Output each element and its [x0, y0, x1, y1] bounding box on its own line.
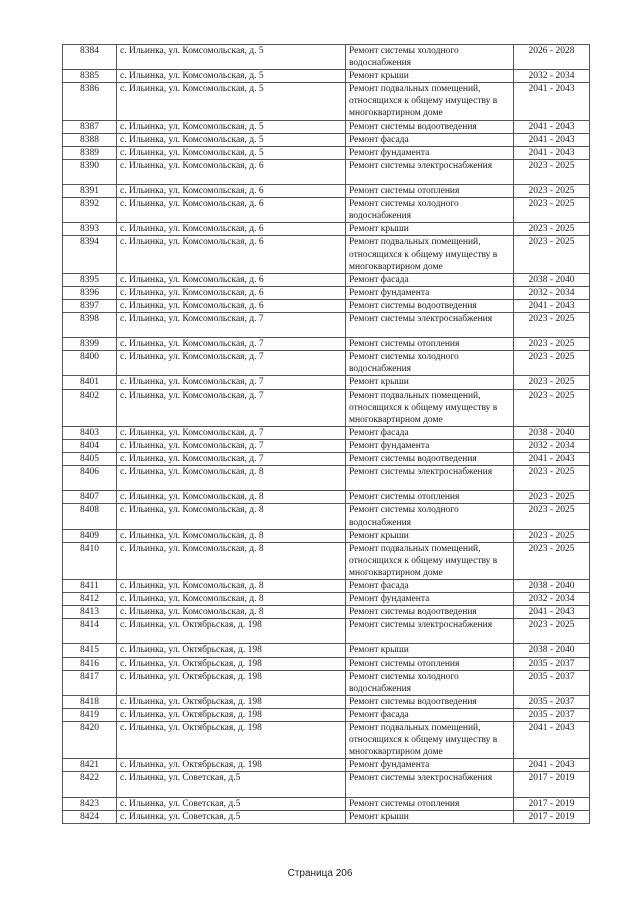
table-row [63, 759, 590, 772]
work-type-cell: Ремонт системы холодного водоснабжения [346, 45, 514, 70]
page-number: Страница 206 [287, 868, 353, 879]
row-number-cell: 8407 [63, 491, 117, 504]
table-row [63, 810, 590, 823]
table-row [63, 644, 590, 657]
period-cell: 2023 - 2025 [514, 223, 590, 236]
row-number-cell: 8384 [63, 45, 117, 70]
address-cell: с. Ильинка, ул. Комсомольская, д. 6 [117, 286, 346, 299]
address-cell: с. Ильинка, ул. Октябрьская, д. 198 [117, 759, 346, 772]
row-number-cell: 8399 [63, 338, 117, 351]
period-cell: 2023 - 2025 [514, 236, 590, 273]
row-number-cell: 8393 [63, 223, 117, 236]
period-cell: 2035 - 2037 [514, 708, 590, 721]
address-cell: с. Ильинка, ул. Комсомольская, д. 6 [117, 273, 346, 286]
work-type-cell: Ремонт системы отопления [346, 338, 514, 351]
table-row [63, 772, 590, 797]
work-type-cell: Ремонт фасада [346, 426, 514, 439]
period-cell: 2035 - 2037 [514, 695, 590, 708]
address-cell: с. Ильинка, ул. Комсомольская, д. 6 [117, 236, 346, 273]
table-row [63, 593, 590, 606]
work-type-cell: Ремонт системы электроснабжения [346, 772, 514, 797]
work-type-cell: Ремонт системы холодного водоснабжения [346, 504, 514, 529]
address-cell: с. Ильинка, ул. Комсомольская, д. 8 [117, 504, 346, 529]
work-type-cell: Ремонт крыши [346, 810, 514, 823]
work-type-cell: Ремонт крыши [346, 644, 514, 657]
work-type-cell: Ремонт крыши [346, 376, 514, 389]
row-number-cell: 8414 [63, 619, 117, 644]
period-cell: 2041 - 2043 [514, 83, 590, 120]
address-cell: с. Ильинка, ул. Комсомольская, д. 6 [117, 159, 346, 184]
row-number-cell: 8395 [63, 273, 117, 286]
row-number-cell: 8424 [63, 810, 117, 823]
address-cell: с. Ильинка, ул. Комсомольская, д. 8 [117, 466, 346, 491]
work-type-cell: Ремонт системы холодного водоснабжения [346, 198, 514, 223]
address-cell: с. Ильинка, ул. Комсомольская, д. 6 [117, 223, 346, 236]
period-cell: 2041 - 2043 [514, 722, 590, 759]
table-row [63, 426, 590, 439]
row-number-cell: 8415 [63, 644, 117, 657]
work-type-cell: Ремонт системы отопления [346, 491, 514, 504]
table-row [63, 389, 590, 426]
table-row [63, 657, 590, 670]
work-type-cell: Ремонт системы водоотведения [346, 299, 514, 312]
row-number-cell: 8394 [63, 236, 117, 273]
work-type-cell: Ремонт фундамента [346, 439, 514, 452]
work-type-cell: Ремонт фасада [346, 273, 514, 286]
table-row [63, 708, 590, 721]
address-cell: с. Ильинка, ул. Комсомольская, д. 7 [117, 389, 346, 426]
period-cell: 2023 - 2025 [514, 313, 590, 338]
work-type-cell: Ремонт системы водоотведения [346, 120, 514, 133]
row-number-cell: 8404 [63, 439, 117, 452]
work-type-cell: Ремонт фундамента [346, 146, 514, 159]
table-row [63, 504, 590, 529]
row-number-cell: 8391 [63, 185, 117, 198]
work-type-cell: Ремонт фасада [346, 708, 514, 721]
address-cell: с. Ильинка, ул. Комсомольская, д. 8 [117, 529, 346, 542]
work-type-cell: Ремонт фундамента [346, 593, 514, 606]
period-cell: 2023 - 2025 [514, 159, 590, 184]
table-row [63, 466, 590, 491]
period-cell: 2023 - 2025 [514, 338, 590, 351]
work-type-cell: Ремонт системы холодного водоснабжения [346, 351, 514, 376]
row-number-cell: 8389 [63, 146, 117, 159]
period-cell: 2032 - 2034 [514, 286, 590, 299]
period-cell: 2023 - 2025 [514, 376, 590, 389]
period-cell: 2017 - 2019 [514, 810, 590, 823]
row-number-cell: 8422 [63, 772, 117, 797]
work-type-cell: Ремонт крыши [346, 70, 514, 83]
period-cell: 2032 - 2034 [514, 439, 590, 452]
period-cell: 2023 - 2025 [514, 491, 590, 504]
address-cell: с. Ильинка, ул. Комсомольская, д. 5 [117, 83, 346, 120]
work-type-cell: Ремонт фасада [346, 133, 514, 146]
address-cell: с. Ильинка, ул. Комсомольская, д. 6 [117, 185, 346, 198]
table-row [63, 299, 590, 312]
row-number-cell: 8409 [63, 529, 117, 542]
work-type-cell: Ремонт подвальных помещений, относящихся к общему имуществу в многоквартирном доме [346, 236, 514, 273]
row-number-cell: 8420 [63, 722, 117, 759]
row-number-cell: 8397 [63, 299, 117, 312]
row-number-cell: 8423 [63, 797, 117, 810]
table-row [63, 695, 590, 708]
row-number-cell: 8418 [63, 695, 117, 708]
work-type-cell: Ремонт подвальных помещений, относящихся к общему имуществу в многоквартирном доме [346, 389, 514, 426]
period-cell: 2038 - 2040 [514, 644, 590, 657]
table-row [63, 286, 590, 299]
address-cell: с. Ильинка, ул. Советская, д.5 [117, 810, 346, 823]
address-cell: с. Ильинка, ул. Октябрьская, д. 198 [117, 670, 346, 695]
row-number-cell: 8401 [63, 376, 117, 389]
repair-schedule-table [62, 44, 590, 824]
row-number-cell: 8388 [63, 133, 117, 146]
address-cell: с. Ильинка, ул. Комсомольская, д. 7 [117, 453, 346, 466]
address-cell: с. Ильинка, ул. Комсомольская, д. 5 [117, 146, 346, 159]
address-cell: с. Ильинка, ул. Комсомольская, д. 5 [117, 45, 346, 70]
address-cell: с. Ильинка, ул. Комсомольская, д. 7 [117, 376, 346, 389]
work-type-cell: Ремонт системы электроснабжения [346, 159, 514, 184]
row-number-cell: 8405 [63, 453, 117, 466]
table-row [63, 529, 590, 542]
address-cell: с. Ильинка, ул. Комсомольская, д. 6 [117, 299, 346, 312]
table-row [63, 223, 590, 236]
table-row [63, 273, 590, 286]
work-type-cell: Ремонт системы отопления [346, 657, 514, 670]
address-cell: с. Ильинка, ул. Октябрьская, д. 198 [117, 695, 346, 708]
table-row [63, 236, 590, 273]
row-number-cell: 8417 [63, 670, 117, 695]
row-number-cell: 8411 [63, 580, 117, 593]
period-cell: 2041 - 2043 [514, 759, 590, 772]
row-number-cell: 8421 [63, 759, 117, 772]
row-number-cell: 8398 [63, 313, 117, 338]
work-type-cell: Ремонт системы холодного водоснабжения [346, 670, 514, 695]
table-row [63, 120, 590, 133]
period-cell: 2023 - 2025 [514, 529, 590, 542]
work-type-cell: Ремонт системы водоотведения [346, 695, 514, 708]
work-type-cell: Ремонт системы электроснабжения [346, 466, 514, 491]
period-cell: 2017 - 2019 [514, 772, 590, 797]
period-cell: 2032 - 2034 [514, 70, 590, 83]
period-cell: 2023 - 2025 [514, 351, 590, 376]
table-row [63, 439, 590, 452]
table-row [63, 491, 590, 504]
table-row [63, 542, 590, 579]
table-row [63, 198, 590, 223]
table-row [63, 313, 590, 338]
table-row [63, 159, 590, 184]
row-number-cell: 8386 [63, 83, 117, 120]
address-cell: с. Ильинка, ул. Октябрьская, д. 198 [117, 644, 346, 657]
row-number-cell: 8406 [63, 466, 117, 491]
work-type-cell: Ремонт системы электроснабжения [346, 619, 514, 644]
period-cell: 2023 - 2025 [514, 542, 590, 579]
work-type-cell: Ремонт системы электроснабжения [346, 313, 514, 338]
period-cell: 2023 - 2025 [514, 466, 590, 491]
address-cell: с. Ильинка, ул. Октябрьская, д. 198 [117, 619, 346, 644]
address-cell: с. Ильинка, ул. Комсомольская, д. 7 [117, 439, 346, 452]
table-body [63, 45, 590, 824]
row-number-cell: 8387 [63, 120, 117, 133]
table-row [63, 185, 590, 198]
work-type-cell: Ремонт подвальных помещений, относящихся к общему имуществу в многоквартирном доме [346, 542, 514, 579]
row-number-cell: 8392 [63, 198, 117, 223]
period-cell: 2023 - 2025 [514, 504, 590, 529]
period-cell: 2041 - 2043 [514, 606, 590, 619]
row-number-cell: 8413 [63, 606, 117, 619]
table-row [63, 376, 590, 389]
row-number-cell: 8390 [63, 159, 117, 184]
table-row [63, 453, 590, 466]
work-type-cell: Ремонт крыши [346, 529, 514, 542]
table-row [63, 45, 590, 70]
period-cell: 2041 - 2043 [514, 453, 590, 466]
address-cell: с. Ильинка, ул. Советская, д.5 [117, 797, 346, 810]
period-cell: 2041 - 2043 [514, 146, 590, 159]
address-cell: с. Ильинка, ул. Комсомольская, д. 5 [117, 133, 346, 146]
address-cell: с. Ильинка, ул. Комсомольская, д. 8 [117, 542, 346, 579]
period-cell: 2038 - 2040 [514, 580, 590, 593]
period-cell: 2023 - 2025 [514, 619, 590, 644]
row-number-cell: 8385 [63, 70, 117, 83]
row-number-cell: 8402 [63, 389, 117, 426]
work-type-cell: Ремонт системы отопления [346, 797, 514, 810]
period-cell: 2041 - 2043 [514, 133, 590, 146]
table-row [63, 580, 590, 593]
address-cell: с. Ильинка, ул. Октябрьская, д. 198 [117, 657, 346, 670]
address-cell: с. Ильинка, ул. Советская, д.5 [117, 772, 346, 797]
period-cell: 2023 - 2025 [514, 185, 590, 198]
period-cell: 2023 - 2025 [514, 198, 590, 223]
row-number-cell: 8419 [63, 708, 117, 721]
address-cell: с. Ильинка, ул. Октябрьская, д. 198 [117, 722, 346, 759]
table-row [63, 722, 590, 759]
period-cell: 2023 - 2025 [514, 389, 590, 426]
table-row [63, 797, 590, 810]
address-cell: с. Ильинка, ул. Комсомольская, д. 7 [117, 338, 346, 351]
address-cell: с. Ильинка, ул. Октябрьская, д. 198 [117, 708, 346, 721]
work-type-cell: Ремонт системы отопления [346, 185, 514, 198]
work-type-cell: Ремонт системы водоотведения [346, 606, 514, 619]
row-number-cell: 8396 [63, 286, 117, 299]
address-cell: с. Ильинка, ул. Комсомольская, д. 7 [117, 351, 346, 376]
address-cell: с. Ильинка, ул. Комсомольская, д. 7 [117, 313, 346, 338]
table-row [63, 133, 590, 146]
address-cell: с. Ильинка, ул. Комсомольская, д. 6 [117, 198, 346, 223]
work-type-cell: Ремонт фундамента [346, 759, 514, 772]
period-cell: 2026 - 2028 [514, 45, 590, 70]
work-type-cell: Ремонт фундамента [346, 286, 514, 299]
period-cell: 2017 - 2019 [514, 797, 590, 810]
row-number-cell: 8412 [63, 593, 117, 606]
row-number-cell: 8416 [63, 657, 117, 670]
table-row [63, 619, 590, 644]
table-row [63, 351, 590, 376]
period-cell: 2038 - 2040 [514, 273, 590, 286]
work-type-cell: Ремонт подвальных помещений, относящихся к общему имуществу в многоквартирном доме [346, 83, 514, 120]
address-cell: с. Ильинка, ул. Комсомольская, д. 8 [117, 606, 346, 619]
address-cell: с. Ильинка, ул. Комсомольская, д. 8 [117, 593, 346, 606]
table-row [63, 83, 590, 120]
row-number-cell: 8408 [63, 504, 117, 529]
period-cell: 2035 - 2037 [514, 670, 590, 695]
period-cell: 2041 - 2043 [514, 299, 590, 312]
table-row [63, 338, 590, 351]
address-cell: с. Ильинка, ул. Комсомольская, д. 5 [117, 120, 346, 133]
row-number-cell: 8400 [63, 351, 117, 376]
row-number-cell: 8403 [63, 426, 117, 439]
work-type-cell: Ремонт фасада [346, 580, 514, 593]
address-cell: с. Ильинка, ул. Комсомольская, д. 5 [117, 70, 346, 83]
address-cell: с. Ильинка, ул. Комсомольская, д. 8 [117, 580, 346, 593]
table-row [63, 146, 590, 159]
period-cell: 2041 - 2043 [514, 120, 590, 133]
address-cell: с. Ильинка, ул. Комсомольская, д. 8 [117, 491, 346, 504]
row-number-cell: 8410 [63, 542, 117, 579]
work-type-cell: Ремонт крыши [346, 223, 514, 236]
table-row [63, 606, 590, 619]
work-type-cell: Ремонт подвальных помещений, относящихся к общему имуществу в многоквартирном доме [346, 722, 514, 759]
period-cell: 2035 - 2037 [514, 657, 590, 670]
work-type-cell: Ремонт системы водоотведения [346, 453, 514, 466]
address-cell: с. Ильинка, ул. Комсомольская, д. 7 [117, 426, 346, 439]
table-row [63, 670, 590, 695]
period-cell: 2032 - 2034 [514, 593, 590, 606]
period-cell: 2038 - 2040 [514, 426, 590, 439]
table-row [63, 70, 590, 83]
